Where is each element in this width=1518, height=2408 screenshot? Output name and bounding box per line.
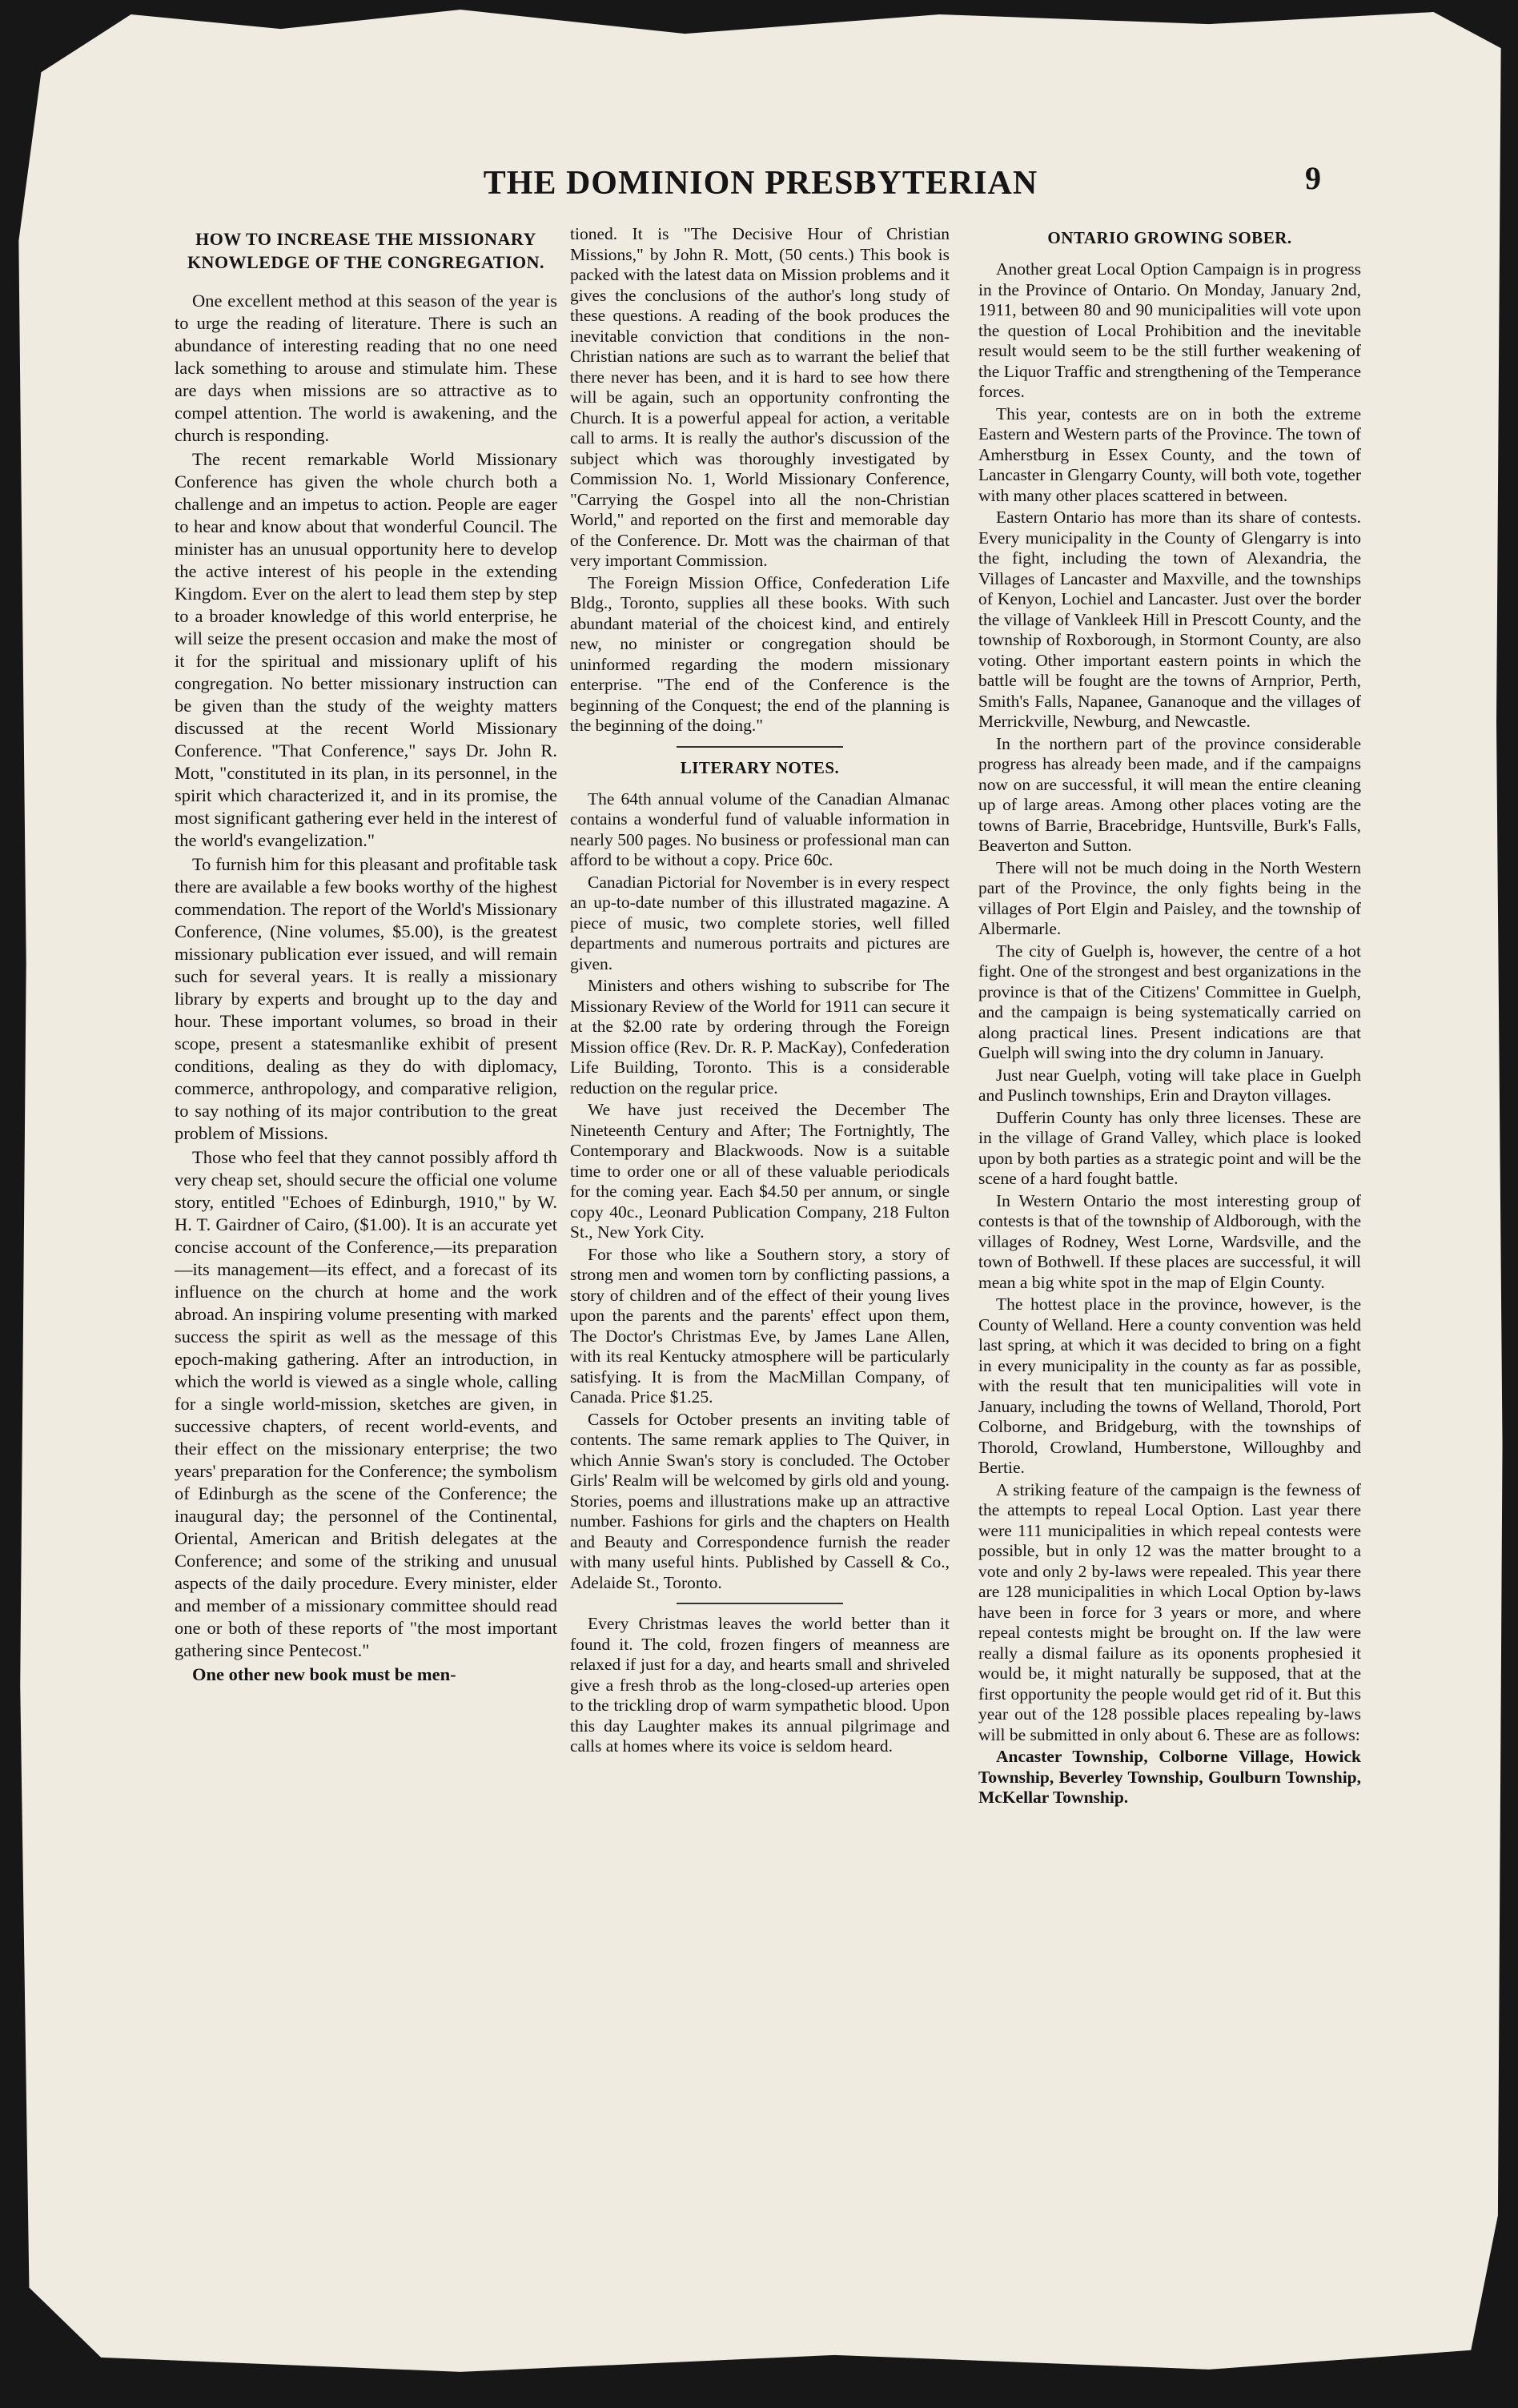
paragraph: Dufferin County has only three licenses. These are in the village of Grand Valley, which place is looked upon by both parties as a strategic point and will be the scene of a hard fought battle. [978, 1107, 1361, 1188]
paragraph: In the northern part of the province considerable progress has already been made, and if the campaigns now on are successful, it will mean the entire cleaning up of large areas. Among other places voting are the towns of Barrie, Bracebridge, Huntsville, Burk's Falls, Beaverton and Sutton. [978, 733, 1361, 855]
paragraph: Those who feel that they cannot possibly afford th very cheap set, should secure the official one volume story, entitled "Echoes of Edinburgh, 1910," by W. H. T. Gairdner of Cairo, ($1.00). It is an accurate yet concise account of the Conference,—its preparation—its management—its effect, and a forecast of its influence on the church at home and the work abroad. An inspiring volume presenting with marked success the spirit as well as the message of this epoch-making gathering. After an introduction, in which the world is viewed as a single whole, calling for a single world-mission, sketches are given, in successive chapters, of recent world-events, and their effect on the missionary enterprise; the two years' preparation for the Conference; the symbolism of Edinburgh as the scene of the Conference; the inaugural day; the personnel of the Continental, Oriental, American and British delegates at the Conference; and some of the striking and unusual aspects of the daily procedure. Every minister, elder and member of a missionary committee should read one or both of these reports of "the most important gathering since Pentecost." [175, 1147, 557, 1660]
paragraph: tioned. It is "The Decisive Hour of Christian Missions," by John R. Mott, (50 cents.) This book is packed with the latest data on Mission problems and it gives the conclusions of the author's long study of these questions. A reading of the book produces the inevitable conviction that conditions in the non-Christian nations are such as to warrant the belief that there never has been, and it is hard to see how there will be again, such an opportunity confronting the Church. It is a powerful appeal for action, a veritable call to arms. It is really the author's discussion of the subject which was thoroughly investigated by Commission No. 1, World Missionary Conference, "Carrying the Gospel into all the non-Christian World," and reported on the first and memorable day of the Conference. Dr. Mott was the chairman of that very important Commission. [570, 224, 950, 570]
paragraph: Just near Guelph, voting will take place in Guelph and Puslinch townships, Erin and Drayton villages. [978, 1065, 1361, 1105]
paragraph: Eastern Ontario has more than its share of contests. Every municipality in the County of Glengarry is into the fight, including the town of Alexandria, the Villages of Lancaster and Maxville, and the townships of Kenyon, Lochiel and Lancaster. Just over the border the village of Vankleek Hill in Prescott County, and the township of Roxborough, in Stormont County, are also voting. Other important eastern points in which the battle will be fought are the towns of Arnprior, Perth, Smith's Falls, Napanee, Gananoque and the villages of Merrickville, Newburg, and Newcastle. [978, 508, 1361, 731]
column-literary-notes [570, 224, 950, 2322]
article-heading: ONTARIO GROWING SOBER. [1047, 228, 1292, 247]
column-missionary-knowledge [175, 224, 557, 2322]
paragraph: One other new book must be men- [192, 1664, 456, 1684]
paragraph: One excellent method at this season of the year is to urge the reading of literature. There is such an abundance of interesting reading that no one need lack something to arouse and stimulate him. These are days when missions are so attractive as to compel attention. The world is awakening, and the church is responding. [175, 291, 557, 445]
paragraph: Ministers and others wishing to subscribe for The Missionary Review of the World for 1911 can secure it at the $2.00 rate by ordering through the Foreign Mission office (Rev. Dr. R. P. MacKay), Confederation Life Building, Toronto. This is a considerable reduction on the regular price. [570, 976, 950, 1098]
running-title: THE DOMINION PRESBYTERIAN [483, 165, 1038, 202]
page-header [0, 160, 1518, 220]
paragraph: A striking feature of the campaign is the fewness of the attempts to repeal Local Option. Last year there were 111 municipalities in which repeal contests were possible, but in only 12 was the matter brought to a vote and only 2 by-laws were repealed. This year there are 128 municipalities in which Local Option by-laws have been in force for 3 years or more, and where repeal contests might be brought on. If the law were really a dismal failure as its oponents prophesied it would be, it might naturally be supposed, that at the first opportunity the people would get rid of it. But this year out of the 128 possible places repealing by-laws will be submitted in only about 6. These are as follows: [978, 1479, 1361, 1744]
paragraph: Another great Local Option Campaign is in progress in the Province of Ontario. On Monday, January 2nd, 1911, between 80 and 90 municipalities will vote upon the question of Local Prohibition and the inevitable result would seem to be the still further weakening of the Liquor Traffic and strengthening of the Temperance forces. [978, 259, 1361, 401]
paragraph: To furnish him for this pleasant and profitable task there are available a few books worthy of the highest commendation. The report of the World's Missionary Conference, (Nine volumes, $5.00), is the greatest missionary publication ever issued, and will remain such for several years. It is really a missionary library by experts and brought up to the day and hour. These important volumes, so broad in their scope, present a statesmanlike exhibit of present conditions, dealing as they do with diplomacy, commerce, anthropology, and comparative religion, to say nothing of its major contribution to the great problem of Missions. [175, 854, 557, 1143]
paragraph: Every Christmas leaves the world better than it found it. The cold, frozen fingers of meanness are relaxed if just for a day, and hearts small and shriveled give a fresh throb as the long-closed-up arteries open to the trickling drop of warm sympathetic blood. Upon this day Laughter makes its annual pilgrimage and calls at homes where its voice is seldom heard. [570, 1614, 950, 1756]
paragraph: Cassels for October presents an inviting table of contents. The same remark applies to The Quiver, in which Annie Swan's story is concluded. The October Girls' Realm will be welcomed by girls old and young. Stories, poems and illustrations make up an attractive number. Fashions for girls and the chapters on Health and Beauty and Correspondence furnish the reader with many useful hints. Published by Cassell & Co., Adelaide St., Toronto. [570, 1409, 950, 1592]
article-heading: LITERARY NOTES. [680, 757, 840, 777]
divider-rule [677, 746, 844, 748]
paragraph: There will not be much doing in the North Western part of the Province, the only fights being in the villages of Port Elgin and Paisley, and the township of Albermarle. [978, 857, 1361, 938]
paragraph: In Western Ontario the most interesting group of contests is that of the township of Aldborough, with the villages of Rodney, West Lorne, Wardsville, and the town of Bothwell. If these places are successful, it will mean a big white spot in the map of Elgin County. [978, 1190, 1361, 1292]
paragraph: The hottest place in the province, however, is the County of Welland. Here a county convention was held last spring, at which it was decided to bring on a fight in every municipality in the county as far as possible, with the result that ten municipalities will vote in January, including the towns of Welland, Thorold, Port Colborne, and Bridgeburg, with the townships of Thorold, Crowland, Humberstone, Willoughby and Bertie. [978, 1294, 1361, 1477]
paragraph: The Foreign Mission Office, Confederation Life Bldg., Toronto, supplies all these books. With such abundant material of the choicest kind, and entirely new, no minister or congregation should be uninformed regarding the modern missionary enterprise. "The end of the Conference is the beginning of the Conquest; the end of the planning is the beginning of the doing." [570, 572, 950, 735]
paragraph: The city of Guelph is, however, the centre of a hot fight. One of the strongest and best organizations in the province is that of the Citizens' Committee in Guelph, and the campaign is being systematically carried on along practical lines. Present indications are that Guelph will swing into the dry column in January. [978, 941, 1361, 1062]
paragraph: We have just received the December The Nineteenth Century and After; The Fortnightly, The Contemporary and Blackwoods. Now is a suitable time to order one or all of these valuable periodicals for the coming year. Each $4.50 per annum, or single copy 40c., Leonard Publication Company, 218 Fulton St., New York City. [570, 1100, 950, 1242]
divider-rule [677, 1603, 844, 1604]
page-number: 9 [1305, 160, 1321, 196]
paragraph: This year, contests are on in both the extreme Eastern and Western parts of the Province. The town of Amherstburg in Essex County, and the town of Lancaster in Glengarry County, will both vote, together with many other places scattered in between. [978, 403, 1361, 505]
paragraph: The 64th annual volume of the Canadian Almanac contains a wonderful fund of valuable information in nearly 500 pages. No business or professional man can afford to be without a copy. Price 60c. [570, 789, 950, 869]
paragraph: Canadian Pictorial for November is in every respect an up-to-date number of this illustrated magazine. A piece of music, two complete stories, well filled departments and numerous portraits and pictures are given. [570, 872, 950, 973]
paragraph: Ancaster Township, Colborne Village, Howick Township, Beverley Township, Goulburn Township, McKellar Township. [978, 1747, 1361, 1807]
paragraph: For those who like a Southern story, a story of strong men and women torn by conflicting passions, a story of children and of the effect of their young lives upon the parents and the parents' effect upon them, The Doctor's Christmas Eve, by James Lane Allen, with its real Kentucky atmosphere will be particularly satisfying. It is from the MacMillan Company, of Canada. Price $1.25. [570, 1244, 950, 1407]
paragraph: The recent remarkable World Missionary Conference has given the whole church both a challenge and an impetus to action. People are eager to hear and know about that wonderful Council. The minister has an unusual opportunity here to develop the active interest of his people in the extending Kingdom. Ever on the alert to lead them step by step to a broader knowledge of this world enterprise, he will seize the present occasion and make the most of it for the spiritual and missionary uplift of his congregation. No better missionary instruction can be given than the study of the weighty matters discussed at the recent World Missionary Conference. "That Conference," says Dr. John R. Mott, "constituted in its plan, in its personnel, in the spirit which characterized it, and in its promise, the most significant gathering ever held in the interest of the world's evangelization." [175, 449, 557, 850]
column-ontario-growing-sober [978, 224, 1361, 2322]
article-heading: HOW TO INCREASE THE MISSIONARY KNOWLEDGE OF THE CONGREGATION. [187, 229, 545, 272]
